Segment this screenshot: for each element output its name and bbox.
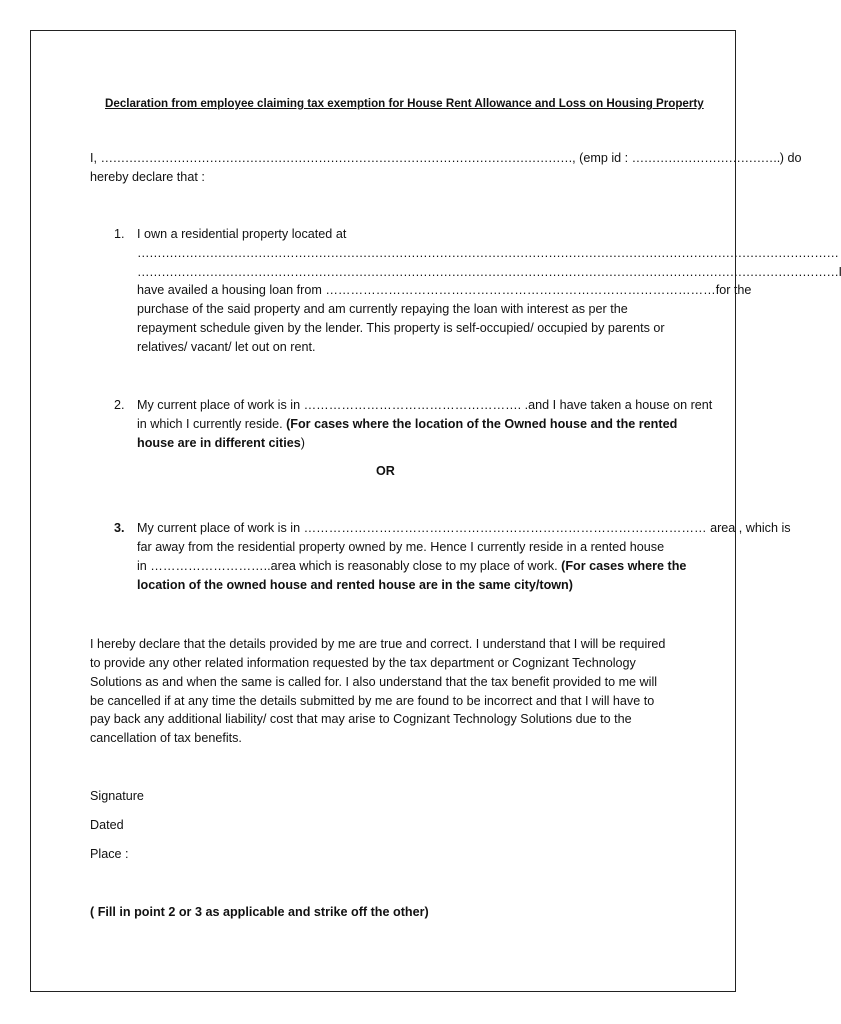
document-title: Declaration from employee claiming tax exemption for House Rent Allowance and Loss on Housing Property [105, 97, 704, 110]
item-2-note-start: (For cases where the location of the Owned house and the rented [286, 417, 678, 431]
place-label: Place : [90, 847, 129, 861]
signature-label: Signature [90, 789, 144, 803]
intro-prefix: I, [90, 151, 101, 165]
item-3-line-1: My current place of work is in …………………………………………………………………………………… area , which is [137, 521, 791, 535]
document-page [30, 30, 841, 992]
intro-line-2: hereby declare that : [90, 170, 205, 184]
item-3-line-3-text: in ………………………..area which is reasonably close to my place of work. [137, 559, 562, 573]
or-separator: OR [376, 464, 395, 478]
item-2-note-end: house are in different cities [137, 436, 301, 450]
dated-label: Dated [90, 818, 124, 832]
item-2-number: 2. [114, 398, 125, 412]
declaration-line-5: pay back any additional liability/ cost that may arise to Cognizant Technology Solutions due to the [90, 712, 632, 726]
item-3-note-end: location of the owned house and rented house are in the same city/town) [137, 578, 573, 592]
declaration-line-2: to provide any other related information requested by the tax department or Cognizant Technology [90, 656, 636, 670]
item-2-line-2-text: in which I currently reside. [137, 417, 287, 431]
item-1-line-6: repayment schedule given by the lender. This property is self-occupied/ occupied by parents or [137, 321, 665, 335]
intro-suffix: ) do [779, 151, 802, 165]
property-location-blank-1: ………………………………………………………………………………………………………………………………………………………… [137, 246, 839, 260]
item-3-number: 3. [114, 521, 125, 535]
item-1-line-7: relatives/ vacant/ let out on rent. [137, 340, 316, 354]
item-3-line-2: far away from the residential property owned by me. Hence I currently reside in a rented house [137, 540, 665, 554]
declaration-line-1: I hereby declare that the details provided by me are true and correct. I understand that I will be required [90, 637, 666, 651]
employee-name-blank: ……………………………………………………………………………………………………… [100, 151, 573, 165]
intro-line-1 [90, 149, 801, 168]
item-1-line-4: have availed a housing loan from …………………………………………………………………………………for the [137, 283, 752, 297]
item-1-number: 1. [114, 227, 125, 241]
item-1-line-1: I own a residential property located at [137, 227, 347, 241]
footer-instruction: ( Fill in point 2 or 3 as applicable and strike off the other) [90, 905, 429, 919]
declaration-line-6: cancellation of tax benefits. [90, 731, 242, 745]
item-3-line-3 [137, 557, 686, 576]
item-2-close-paren: ) [300, 436, 305, 450]
emp-id-blank: ………………………………. [631, 151, 780, 165]
item-2-line-3 [137, 434, 305, 453]
emp-id-label: , (emp id : [572, 151, 632, 165]
declaration-line-3: Solutions as and when the same is called for. I also understand that the tax benefit provided to me will [90, 675, 658, 689]
item-3-note-start: (For cases where the [561, 559, 687, 573]
property-location-blank-2: …………………………………………………………………………………………………………………………………………………………I [137, 265, 841, 279]
item-1-line-5: purchase of the said property and am currently repaying the loan with interest as per the [137, 302, 628, 316]
item-2-line-1: My current place of work is in ……………………………………………. .and I have taken a house on rent [137, 398, 713, 412]
item-2-line-2 [137, 415, 677, 434]
declaration-line-4: be cancelled if at any time the details submitted by me are found to be incorrect and that I will have to [90, 694, 655, 708]
